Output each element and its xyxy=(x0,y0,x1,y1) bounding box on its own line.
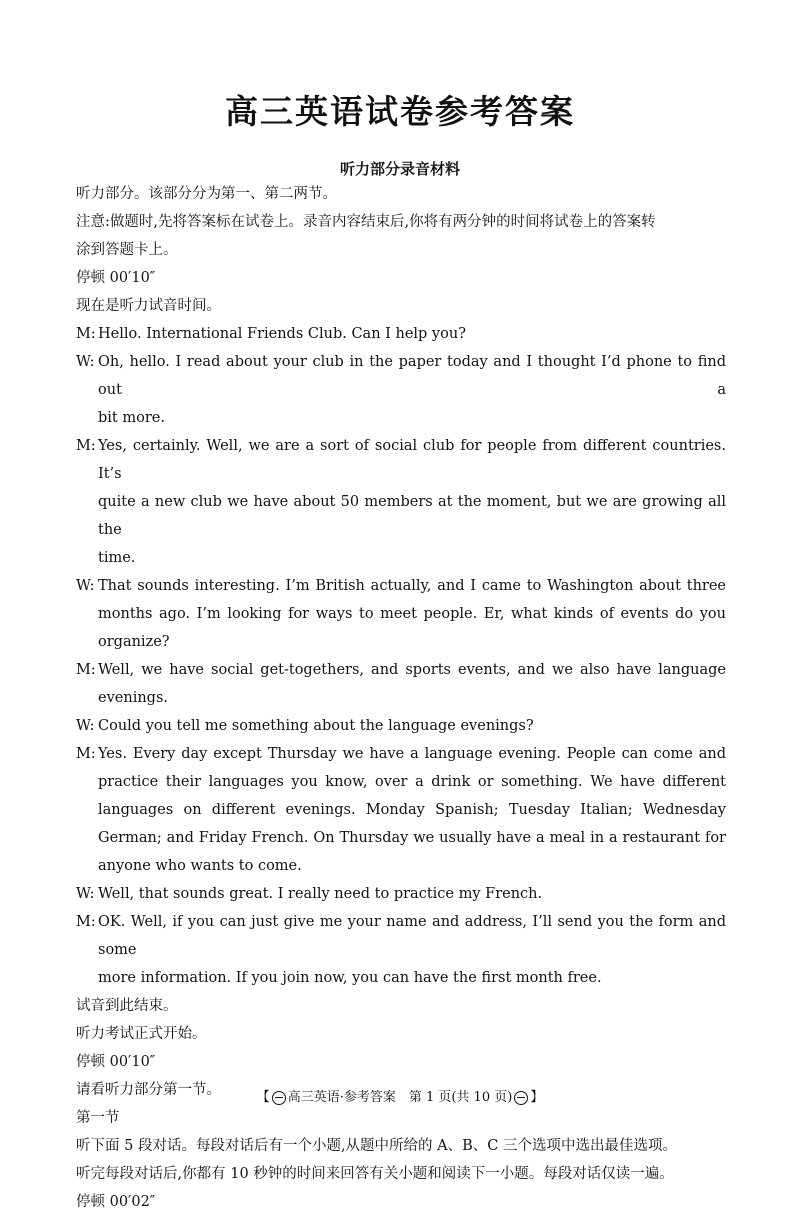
speaker-label: W: xyxy=(76,578,95,594)
paragraph-line: 听力考试正式开始。 xyxy=(76,1026,207,1042)
utterance-line: Yes, certainly. Well, we are a sort of social club for people from different countries. It’s xyxy=(98,438,726,482)
minus-circle-icon xyxy=(272,1091,286,1105)
utterance-line: Well, that sounds great. I really need to practice my French. xyxy=(98,886,543,902)
section-subtitle: 听力部分录音材料 xyxy=(339,160,460,178)
paragraph-line: 现在是听力试音时间。 xyxy=(76,298,221,314)
utterance xyxy=(98,712,726,740)
utterance-line: practice their languages you know, over a drink or something. We have different xyxy=(98,774,726,790)
speaker-label: M: xyxy=(76,326,96,342)
paragraph-line: 停顿 00′02″ xyxy=(76,1194,156,1210)
speaker-label: M: xyxy=(76,914,96,930)
utterance-line: quite a new club we have about 50 members at the moment, but we are growing all the xyxy=(98,494,726,538)
paragraph-line: 听下面 5 段对话。每段对话后有一个小题,从题中所给的 A、B、C 三个选项中选出最佳选项。 xyxy=(76,1138,677,1154)
utterance-line: That sounds interesting. I’m British actually, and I came to Washington about three xyxy=(98,578,726,594)
speaker-label: W: xyxy=(76,354,95,370)
paragraph-line: 试音到此结束。 xyxy=(76,998,178,1014)
dialogue-turn xyxy=(76,432,726,572)
utterance xyxy=(98,880,726,908)
paragraph-line: 停顿 00′10″ xyxy=(76,270,156,286)
dialogue-turn xyxy=(76,572,726,656)
utterance-line: OK. Well, if you can just give me your name and address, I’ll send you the form and some xyxy=(98,914,726,958)
utterance-line: Well, we have social get-togethers, and sports events, and we also have language evenings. xyxy=(98,662,726,706)
utterance-line: bit more. xyxy=(98,410,165,426)
speaker-label: M: xyxy=(76,662,96,678)
paragraph-line: 注意:做题时,先将答案标在试卷上。录音内容结束后,你将有两分钟的时间将试卷上的答案转 xyxy=(76,214,656,230)
speaker-label: M: xyxy=(76,746,96,762)
paragraph-line: 第一节 xyxy=(76,1110,120,1126)
dialogue-turn xyxy=(76,656,726,712)
dialogue-turn xyxy=(76,320,726,348)
paragraph-line: 停顿 00′10″ xyxy=(76,1054,156,1070)
minus-circle-icon xyxy=(514,1091,528,1105)
utterance xyxy=(98,656,726,712)
utterance-line: anyone who wants to come. xyxy=(98,858,302,874)
paragraph-line: 听力部分。该部分分为第一、第二两节。 xyxy=(76,186,337,202)
utterance-line: months ago. I’m looking for ways to meet people. Er, what kinds of events do you organize? xyxy=(98,606,726,650)
utterance xyxy=(98,432,726,572)
utterance-line: languages on different evenings. Monday Spanish; Tuesday Italian; Wednesday xyxy=(98,802,726,818)
dialogue-turn xyxy=(76,740,726,880)
dialogue-turn xyxy=(76,712,726,740)
speaker-label: W: xyxy=(76,886,95,902)
utterance xyxy=(98,320,726,348)
utterance-line: more information. If you join now, you can have the first month free. xyxy=(98,970,602,986)
footer-text: 高三英语·参考答案 第 1 页(共 10 页) xyxy=(287,1090,513,1105)
utterance xyxy=(98,572,726,656)
dialogue-turn xyxy=(76,880,726,908)
paragraph-line: 涂到答题卡上。 xyxy=(76,242,178,258)
speaker-label: M: xyxy=(76,438,96,454)
utterance-line: Yes. Every day except Thursday we have a language evening. People can come and xyxy=(98,746,726,762)
transcript-body xyxy=(76,180,726,1216)
utterance xyxy=(98,908,726,992)
utterance-line: time. xyxy=(98,550,136,566)
utterance-line: Hello. International Friends Club. Can I help you? xyxy=(98,326,466,342)
paragraph-line: 听完每段对话后,你都有 10 秒钟的时间来回答有关小题和阅读下一小题。每段对话仅读一遍。 xyxy=(76,1166,674,1182)
page-title: 高三英语试卷参考答案 xyxy=(225,92,575,131)
utterance-line: German; and Friday French. On Thursday we usually have a meal in a restaurant for xyxy=(98,830,726,846)
speaker-label: W: xyxy=(76,718,95,734)
paragraph-line: 请看听力部分第一节。 xyxy=(76,1082,221,1098)
dialogue-turn xyxy=(76,908,726,992)
dialogue-turn xyxy=(76,348,726,432)
page-footer: 【 高三英语·参考答案 第 1 页(共 10 页) 】 xyxy=(256,1090,544,1105)
utterance xyxy=(98,348,726,432)
utterance-line: Oh, hello. I read about your club in the paper today and I thought I’d phone to find out a xyxy=(98,354,726,398)
utterance xyxy=(98,740,726,880)
utterance-line: Could you tell me something about the language evenings? xyxy=(98,718,534,734)
